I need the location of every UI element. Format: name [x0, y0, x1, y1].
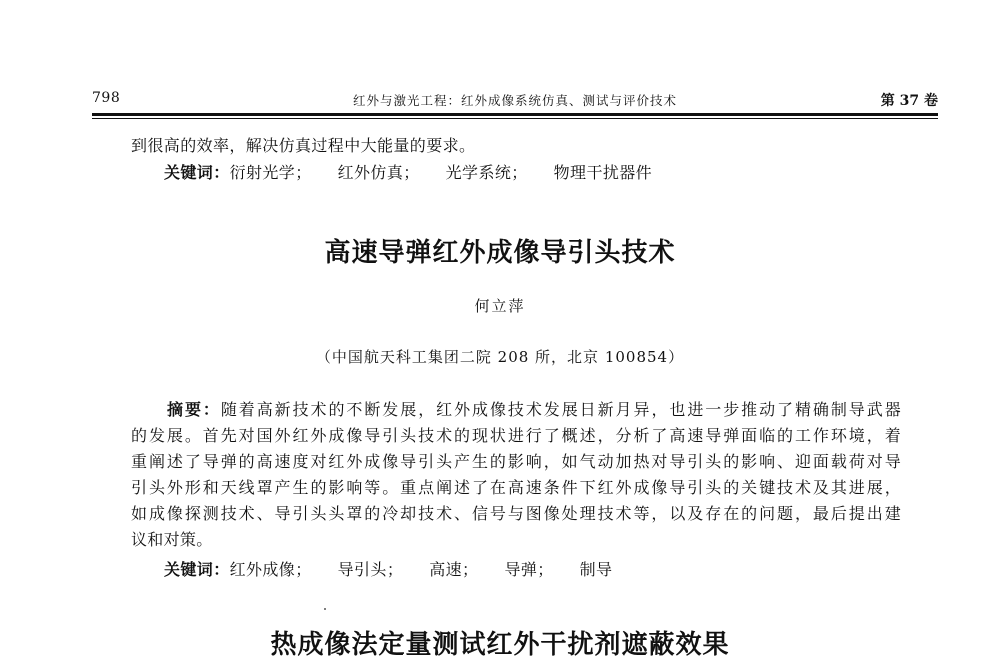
abstract-line: 的发展。首先对国外红外成像导引头技术的现状进行了概述，分析了高速导弹面临的工作环境，着	[131, 426, 901, 445]
running-header	[92, 90, 938, 112]
keyword: 红外仿真；	[337, 163, 420, 182]
article-title: 高速导弹红外成像导引头技术	[324, 238, 676, 268]
journal-section-title: 红外与激光工程：红外成像系统仿真、测试与评价技术	[352, 93, 677, 108]
header-rule-thin	[92, 118, 938, 119]
article-affiliation: （中国航天科工集团二院 208 所，北京 100854）	[315, 348, 685, 366]
article-author: 何立萍	[474, 297, 526, 315]
keyword: 光学系统；	[445, 163, 528, 182]
keyword: 衍射光学；	[229, 163, 312, 182]
abstract-line: 议和对策。	[131, 530, 213, 549]
scan-speck	[324, 608, 326, 610]
volume-number: 第 37 卷	[880, 93, 938, 109]
keywords-label: 关键词：	[164, 163, 230, 182]
page-number: 798	[92, 90, 121, 106]
keyword: 制导	[579, 560, 613, 579]
keyword: 红外成像；	[229, 560, 312, 579]
abstract-line: 引头外形和天线罩产生的影响等。重点阐述了在高速条件下红外成像导引头的关键技术及其进展，	[131, 478, 901, 497]
keywords-label: 关键词：	[164, 560, 230, 579]
keyword: 导引头；	[337, 560, 404, 579]
keyword: 物理干扰器件	[553, 163, 653, 182]
keyword: 高速；	[429, 560, 479, 579]
abstract-line: 重阐述了导弹的高速度对红外成像导引头产生的影响，如气动加热对导引头的影响、迎面载荷对导	[131, 452, 901, 471]
abstract-text: 随着高新技术的不断发展，红外成像技术发展日新月异，也进一步推动了精确制导武器	[220, 400, 901, 419]
abstract-line	[131, 397, 901, 423]
abstract	[131, 397, 901, 553]
previous-abstract-ending: 到很高的效率，解决仿真过程中大能量的要求。	[131, 136, 476, 155]
next-article-title: 热成像法定量测试红外干扰剂遮蔽效果	[270, 630, 730, 660]
article-keywords	[164, 557, 638, 580]
abstract-label: 摘要：	[167, 400, 221, 419]
abstract-line: 如成像探测技术、导引头头罩的冷却技术、信号与图像处理技术等，以及存在的问题，最后提出建	[131, 504, 901, 523]
header-rule-thick	[92, 113, 938, 116]
keyword: 导弹；	[504, 560, 554, 579]
previous-keywords	[164, 160, 678, 183]
